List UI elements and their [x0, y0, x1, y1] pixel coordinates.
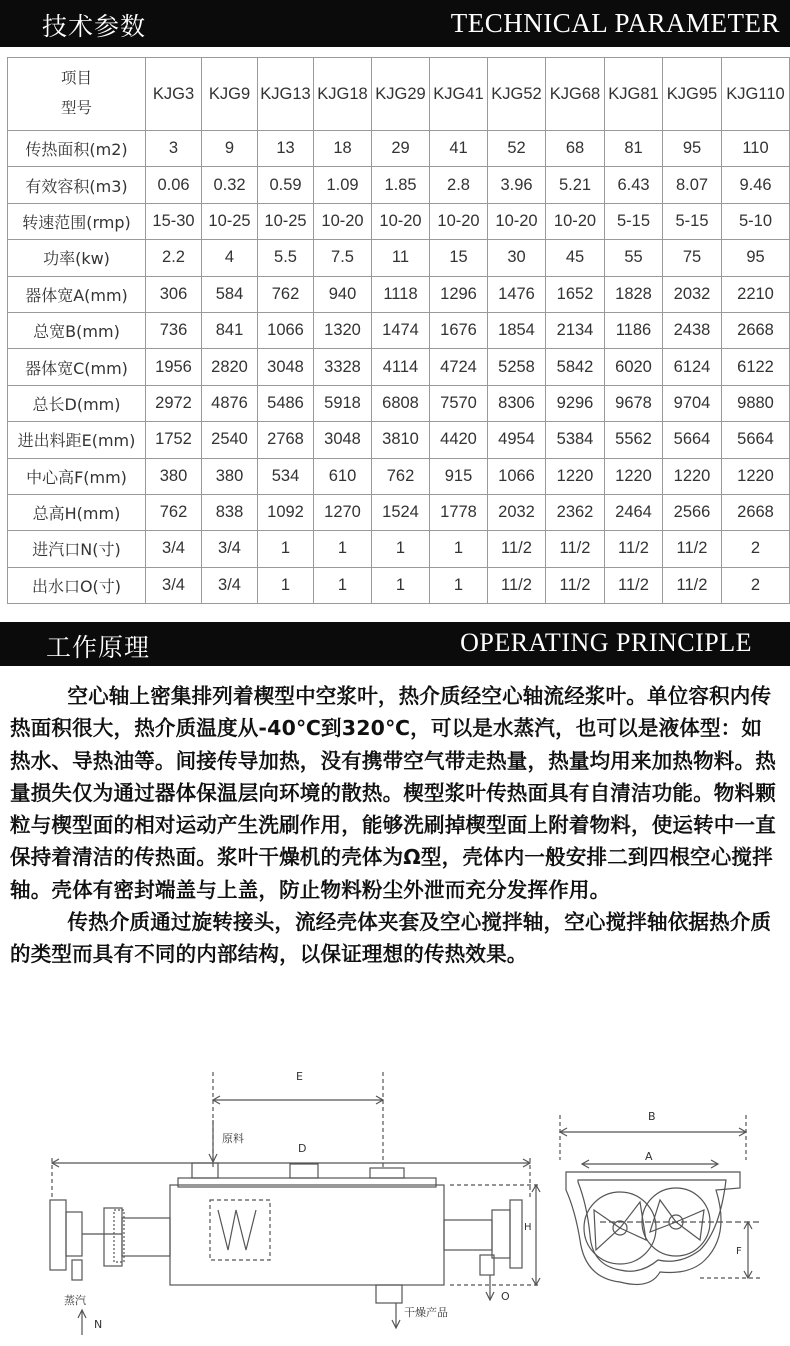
value-cell: 9704 [663, 385, 722, 421]
value-cell: 2668 [722, 312, 790, 348]
value-cell: 11/2 [663, 567, 722, 603]
parameter-table [7, 57, 790, 604]
value-cell: 8306 [488, 385, 546, 421]
value-cell: 1.09 [314, 167, 372, 203]
value-cell: 11/2 [488, 567, 546, 603]
value-cell: 1.85 [372, 167, 430, 203]
value-cell: 380 [202, 458, 258, 494]
value-cell: 5664 [663, 422, 722, 458]
value-cell: 6122 [722, 349, 790, 385]
value-cell: 1752 [146, 422, 202, 458]
value-cell: 3048 [314, 422, 372, 458]
dryer-diagram [0, 1060, 790, 1346]
value-cell: 5486 [258, 385, 314, 421]
row-label-cell: 总高H(mm) [8, 494, 146, 530]
table-corner-cell [8, 58, 146, 131]
value-cell: 8.07 [663, 167, 722, 203]
row-label-cell: 有效容积(m3) [8, 167, 146, 203]
value-cell: 2 [722, 567, 790, 603]
value-cell: 45 [546, 240, 605, 276]
value-cell: 2820 [202, 349, 258, 385]
value-cell: 7.5 [314, 240, 372, 276]
steam-label: 蒸汽 [64, 1294, 86, 1307]
value-cell: 9.46 [722, 167, 790, 203]
value-cell: 1220 [722, 458, 790, 494]
inlet-label-n: N [94, 1318, 103, 1331]
row-label-cell: 出水口O(寸) [8, 567, 146, 603]
value-cell: 1066 [488, 458, 546, 494]
model-header-cell: KJG81 [605, 58, 663, 131]
outlet-label-o: O [501, 1290, 510, 1303]
value-cell: 534 [258, 458, 314, 494]
value-cell: 306 [146, 276, 202, 312]
value-cell: 762 [146, 494, 202, 530]
value-cell: 55 [605, 240, 663, 276]
table-row [8, 422, 790, 458]
value-cell: 0.59 [258, 167, 314, 203]
value-cell: 2668 [722, 494, 790, 530]
value-cell: 4876 [202, 385, 258, 421]
principle-paragraph: 空心轴上密集排列着楔型中空浆叶，热介质经空心轴流经浆叶。单位容积内传热面积很大，热介质温度从-40℃到320℃，可以是水蒸汽，也可以是液体型：如热水、导热油等。间接传导加热，没有携带空气带走热量，热量均用来加热物料。热量损失仅为通过器体保温层向环境的散热。楔型浆叶传热面具有自清洁功能。物料颗粒与楔型面的相对运动产生洗刷作用，能够洗刷掉楔型面上附着物料，使运转中一直保持着清洁的传热面。浆叶干燥机的壳体为Ω型，壳体内一般安排二到四根空心搅拌轴。壳体有密封端盖与上盖，防止物料粉尘外泄而充分发挥作用。 [10, 684, 776, 902]
dimension-label-d: D [298, 1142, 307, 1155]
value-cell: 5384 [546, 422, 605, 458]
principle-paragraph: 传热介质通过旋转接头，流经壳体夹套及空心搅拌轴，空心搅拌轴依据热介质的类型而具有不同的内部结构，以保证理想的传热效果。 [10, 910, 772, 967]
table-header-row [8, 58, 790, 131]
value-cell: 18 [314, 131, 372, 167]
value-cell: 2 [722, 531, 790, 567]
value-cell: 4114 [372, 349, 430, 385]
value-cell: 68 [546, 131, 605, 167]
value-cell: 3.96 [488, 167, 546, 203]
value-cell: 15-30 [146, 203, 202, 239]
value-cell: 1220 [546, 458, 605, 494]
value-cell: 2566 [663, 494, 722, 530]
value-cell: 1 [430, 531, 488, 567]
value-cell: 6808 [372, 385, 430, 421]
value-cell: 5664 [722, 422, 790, 458]
value-cell: 1092 [258, 494, 314, 530]
value-cell: 2972 [146, 385, 202, 421]
row-label-cell: 进出料距E(mm) [8, 422, 146, 458]
value-cell: 13 [258, 131, 314, 167]
value-cell: 1220 [663, 458, 722, 494]
value-cell: 2210 [722, 276, 790, 312]
value-cell: 1 [314, 531, 372, 567]
dimension-label-a: A [645, 1150, 653, 1163]
table-row [8, 567, 790, 603]
dimension-label-e: E [296, 1070, 303, 1083]
value-cell: 5258 [488, 349, 546, 385]
value-cell: 5.21 [546, 167, 605, 203]
value-cell: 95 [663, 131, 722, 167]
row-label-cell: 总宽B(mm) [8, 312, 146, 348]
model-header-cell: KJG52 [488, 58, 546, 131]
value-cell: 2540 [202, 422, 258, 458]
value-cell: 10-20 [430, 203, 488, 239]
value-cell: 0.06 [146, 167, 202, 203]
section-title-en: TECHNICAL PARAMETER [450, 8, 780, 38]
model-header-cell: KJG3 [146, 58, 202, 131]
value-cell: 3048 [258, 349, 314, 385]
row-label-cell: 转速范围(rmp) [8, 203, 146, 239]
value-cell: 52 [488, 131, 546, 167]
value-cell: 380 [146, 458, 202, 494]
model-header-cell: KJG110 [722, 58, 790, 131]
value-cell: 2.2 [146, 240, 202, 276]
value-cell: 9296 [546, 385, 605, 421]
table-row [8, 240, 790, 276]
value-cell: 610 [314, 458, 372, 494]
value-cell: 7570 [430, 385, 488, 421]
value-cell: 1270 [314, 494, 372, 530]
value-cell: 6124 [663, 349, 722, 385]
value-cell: 1676 [430, 312, 488, 348]
row-label-cell: 器体宽A(mm) [8, 276, 146, 312]
value-cell: 11/2 [663, 531, 722, 567]
value-cell: 11/2 [546, 567, 605, 603]
value-cell: 29 [372, 131, 430, 167]
value-cell: 110 [722, 131, 790, 167]
value-cell: 584 [202, 276, 258, 312]
table-row [8, 349, 790, 385]
value-cell: 1220 [605, 458, 663, 494]
value-cell: 41 [430, 131, 488, 167]
table-row [8, 494, 790, 530]
row-label-cell: 功率(kw) [8, 240, 146, 276]
value-cell: 1066 [258, 312, 314, 348]
value-cell: 2032 [488, 494, 546, 530]
value-cell: 11/2 [605, 531, 663, 567]
section-title-cn: 工作原理 [46, 633, 151, 662]
value-cell: 4 [202, 240, 258, 276]
value-cell: 1474 [372, 312, 430, 348]
value-cell: 9880 [722, 385, 790, 421]
section-title-cn: 技术参数 [42, 12, 147, 41]
value-cell: 5-15 [605, 203, 663, 239]
value-cell: 1956 [146, 349, 202, 385]
value-cell: 9678 [605, 385, 663, 421]
value-cell: 3/4 [146, 567, 202, 603]
section-header-principle [0, 622, 790, 666]
value-cell: 1 [258, 531, 314, 567]
value-cell: 841 [202, 312, 258, 348]
value-cell: 11/2 [488, 531, 546, 567]
model-header-cell: KJG13 [258, 58, 314, 131]
value-cell: 4724 [430, 349, 488, 385]
value-cell: 10-25 [202, 203, 258, 239]
model-header-cell: KJG18 [314, 58, 372, 131]
value-cell: 2362 [546, 494, 605, 530]
value-cell: 6020 [605, 349, 663, 385]
value-cell: 3328 [314, 349, 372, 385]
feed-label: 原料 [222, 1132, 244, 1145]
section-title-en: OPERATING PRINCIPLE [460, 628, 752, 657]
table-row [8, 203, 790, 239]
value-cell: 2464 [605, 494, 663, 530]
value-cell: 2134 [546, 312, 605, 348]
value-cell: 940 [314, 276, 372, 312]
value-cell: 11/2 [605, 567, 663, 603]
corner-label-item: 项目 [60, 70, 92, 87]
row-label-cell: 器体宽C(mm) [8, 349, 146, 385]
table-row [8, 385, 790, 421]
value-cell: 762 [372, 458, 430, 494]
value-cell: 1778 [430, 494, 488, 530]
value-cell: 3 [146, 131, 202, 167]
value-cell: 10-20 [314, 203, 372, 239]
model-header-cell: KJG29 [372, 58, 430, 131]
value-cell: 1 [314, 567, 372, 603]
value-cell: 3/4 [202, 567, 258, 603]
value-cell: 10-20 [546, 203, 605, 239]
value-cell: 2768 [258, 422, 314, 458]
value-cell: 30 [488, 240, 546, 276]
value-cell: 9 [202, 131, 258, 167]
value-cell: 6.43 [605, 167, 663, 203]
value-cell: 5842 [546, 349, 605, 385]
principle-text [10, 680, 782, 971]
value-cell: 11 [372, 240, 430, 276]
value-cell: 4420 [430, 422, 488, 458]
dimension-label-h: H [524, 1222, 532, 1233]
value-cell: 1296 [430, 276, 488, 312]
value-cell: 1186 [605, 312, 663, 348]
row-label-cell: 中心高F(mm) [8, 458, 146, 494]
value-cell: 10-25 [258, 203, 314, 239]
value-cell: 2032 [663, 276, 722, 312]
value-cell: 838 [202, 494, 258, 530]
value-cell: 3/4 [146, 531, 202, 567]
value-cell: 915 [430, 458, 488, 494]
value-cell: 1854 [488, 312, 546, 348]
value-cell: 5.5 [258, 240, 314, 276]
value-cell: 736 [146, 312, 202, 348]
row-label-cell: 总长D(mm) [8, 385, 146, 421]
model-header-cell: KJG41 [430, 58, 488, 131]
corner-label-model: 型号 [60, 100, 92, 117]
value-cell: 4954 [488, 422, 546, 458]
value-cell: 1 [430, 567, 488, 603]
row-label-cell: 传热面积(m2) [8, 131, 146, 167]
value-cell: 762 [258, 276, 314, 312]
table-row [8, 531, 790, 567]
value-cell: 1828 [605, 276, 663, 312]
table-row [8, 131, 790, 167]
model-header-cell: KJG9 [202, 58, 258, 131]
value-cell: 10-20 [372, 203, 430, 239]
value-cell: 5562 [605, 422, 663, 458]
value-cell: 1652 [546, 276, 605, 312]
value-cell: 1320 [314, 312, 372, 348]
value-cell: 1476 [488, 276, 546, 312]
section-header-technical [0, 0, 790, 47]
table-row [8, 312, 790, 348]
value-cell: 2438 [663, 312, 722, 348]
table-row [8, 167, 790, 203]
dimension-label-b: B [648, 1110, 656, 1123]
dimension-label-f: F [736, 1246, 742, 1257]
value-cell: 95 [722, 240, 790, 276]
value-cell: 3810 [372, 422, 430, 458]
value-cell: 1 [258, 567, 314, 603]
value-cell: 5918 [314, 385, 372, 421]
table-row [8, 458, 790, 494]
value-cell: 75 [663, 240, 722, 276]
row-label-cell: 进汽口N(寸) [8, 531, 146, 567]
value-cell: 3/4 [202, 531, 258, 567]
value-cell: 1 [372, 567, 430, 603]
model-header-cell: KJG68 [546, 58, 605, 131]
value-cell: 81 [605, 131, 663, 167]
value-cell: 5-15 [663, 203, 722, 239]
value-cell: 1 [372, 531, 430, 567]
value-cell: 1524 [372, 494, 430, 530]
product-label: 干燥产品 [404, 1306, 448, 1319]
value-cell: 1118 [372, 276, 430, 312]
model-header-cell: KJG95 [663, 58, 722, 131]
value-cell: 11/2 [546, 531, 605, 567]
value-cell: 10-20 [488, 203, 546, 239]
value-cell: 0.32 [202, 167, 258, 203]
value-cell: 15 [430, 240, 488, 276]
value-cell: 5-10 [722, 203, 790, 239]
value-cell: 2.8 [430, 167, 488, 203]
table-row [8, 276, 790, 312]
